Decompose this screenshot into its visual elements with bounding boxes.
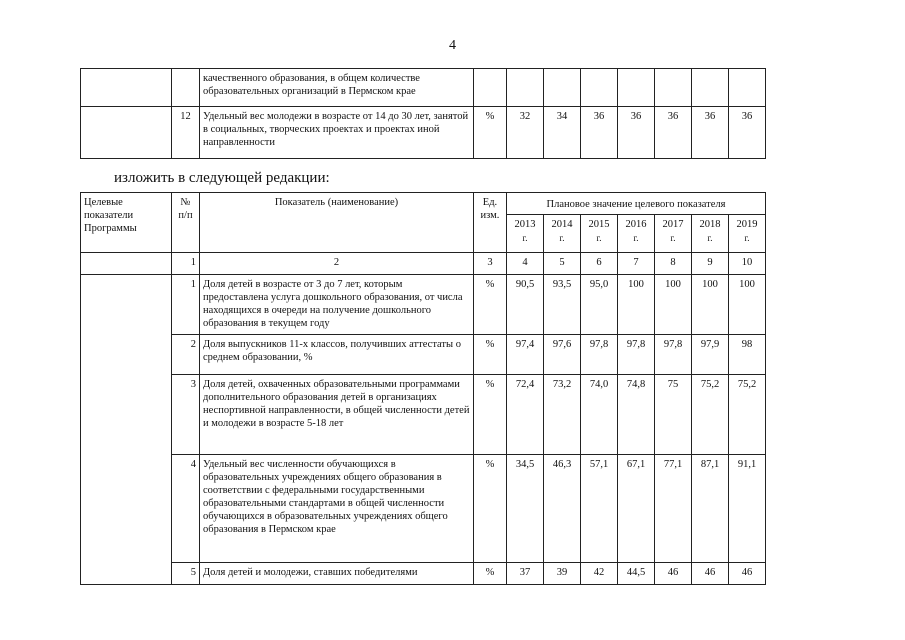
value-cell: 97,8 xyxy=(581,335,618,375)
unit-cell: % xyxy=(474,107,507,159)
indicator-text: Удельный вес молодежи в возрасте от 14 до 30 лет, занятой в социальных, творческих проектах и проектах иной направленности xyxy=(200,107,474,159)
table-row xyxy=(81,275,766,335)
row-number: 4 xyxy=(172,455,200,563)
row-number: 5 xyxy=(172,563,200,585)
indicator-text: Доля детей, охваченных образовательными программами дополнительного образования детей в организациях неспортивной направленности, в общей численности детей и молодежи в возрасте 5-18 лет xyxy=(200,375,474,455)
value-cell: 36 xyxy=(618,107,655,159)
value-cell: 67,1 xyxy=(618,455,655,563)
column-number: 6 xyxy=(581,253,618,275)
value-cell: 34 xyxy=(544,107,581,159)
value-cell: 91,1 xyxy=(729,455,766,563)
value-cell: 100 xyxy=(655,275,692,335)
column-number: 3 xyxy=(474,253,507,275)
table-cell xyxy=(474,69,507,107)
value-cell: 90,5 xyxy=(507,275,544,335)
row-number: 2 xyxy=(172,335,200,375)
year-cell: 2015 г. xyxy=(581,215,618,253)
value-cell: 100 xyxy=(692,275,729,335)
table-cell xyxy=(618,69,655,107)
page-number: 4 xyxy=(449,38,456,53)
value-cell: 77,1 xyxy=(655,455,692,563)
value-cell: 46,3 xyxy=(544,455,581,563)
value-cell: 100 xyxy=(618,275,655,335)
value-cell: 97,8 xyxy=(655,335,692,375)
header-target: Целевые показатели Программы xyxy=(81,193,172,253)
column-number: 1 xyxy=(172,253,200,275)
value-cell: 34,5 xyxy=(507,455,544,563)
year-cell: 2017 г. xyxy=(655,215,692,253)
value-cell: 57,1 xyxy=(581,455,618,563)
indicator-text: Удельный вес численности обучающихся в образовательных учреждениях общего образования в соответствии с федеральными государственными образовательными стандартами в общей численности обучающихся в образовательных учреждениях общего образования в Пермском крае xyxy=(200,455,474,563)
value-cell: 37 xyxy=(507,563,544,585)
header-num: № п/п xyxy=(172,193,200,253)
unit-cell: % xyxy=(474,375,507,455)
table-cell xyxy=(544,69,581,107)
value-cell: 32 xyxy=(507,107,544,159)
column-number: 5 xyxy=(544,253,581,275)
indicators-table xyxy=(80,192,766,585)
value-cell: 97,8 xyxy=(618,335,655,375)
value-cell: 72,4 xyxy=(507,375,544,455)
table-cell xyxy=(692,69,729,107)
table-row xyxy=(81,563,766,585)
table-cell xyxy=(81,253,172,275)
table-cell xyxy=(507,69,544,107)
value-cell: 36 xyxy=(692,107,729,159)
column-numbers-row xyxy=(81,253,766,275)
value-cell: 95,0 xyxy=(581,275,618,335)
value-cell: 100 xyxy=(729,275,766,335)
table-cell xyxy=(81,69,172,107)
value-cell: 39 xyxy=(544,563,581,585)
value-cell: 36 xyxy=(729,107,766,159)
column-number: 4 xyxy=(507,253,544,275)
table-cell xyxy=(172,69,200,107)
unit-cell: % xyxy=(474,275,507,335)
year-cell: 2013 г. xyxy=(507,215,544,253)
indicator-text: Доля детей и молодежи, ставших победителями xyxy=(200,563,474,585)
value-cell: 36 xyxy=(655,107,692,159)
value-cell: 93,5 xyxy=(544,275,581,335)
column-number: 8 xyxy=(655,253,692,275)
header-unit: Ед. изм. xyxy=(474,193,507,253)
table-cell xyxy=(655,69,692,107)
table-cell xyxy=(81,107,172,159)
row-number: 12 xyxy=(172,107,200,159)
value-cell: 87,1 xyxy=(692,455,729,563)
row-number: 3 xyxy=(172,375,200,455)
value-cell: 46 xyxy=(729,563,766,585)
column-number: 9 xyxy=(692,253,729,275)
value-cell: 75,2 xyxy=(692,375,729,455)
column-number: 10 xyxy=(729,253,766,275)
previous-version-table xyxy=(80,68,766,159)
indicator-text: Доля детей в возрасте от 3 до 7 лет, которым предоставлена услуга дошкольного образования, от числа находящихся в очереди на получение дошкольного образования в текущем году xyxy=(200,275,474,335)
table-cell xyxy=(81,275,172,585)
unit-cell: % xyxy=(474,563,507,585)
column-number: 2 xyxy=(200,253,474,275)
value-cell: 97,6 xyxy=(544,335,581,375)
table-cell xyxy=(581,69,618,107)
value-cell: 46 xyxy=(655,563,692,585)
header-indicator: Показатель (наименование) xyxy=(200,193,474,253)
value-cell: 97,4 xyxy=(507,335,544,375)
unit-cell: % xyxy=(474,335,507,375)
indicator-text: Доля выпускников 11-х классов, получивших аттестаты о среднем образовании, % xyxy=(200,335,474,375)
table-row xyxy=(81,107,766,159)
header-planned: Плановое значение целевого показателя xyxy=(507,193,766,215)
table-row xyxy=(81,455,766,563)
value-cell: 75,2 xyxy=(729,375,766,455)
indicator-text: качественного образования, в общем количестве образовательных организаций в Пермском крае xyxy=(200,69,474,107)
column-number: 7 xyxy=(618,253,655,275)
value-cell: 74,8 xyxy=(618,375,655,455)
year-cell: 2016 г. xyxy=(618,215,655,253)
unit-cell: % xyxy=(474,455,507,563)
row-number: 1 xyxy=(172,275,200,335)
value-cell: 46 xyxy=(692,563,729,585)
year-cell: 2018 г. xyxy=(692,215,729,253)
value-cell: 75 xyxy=(655,375,692,455)
value-cell: 98 xyxy=(729,335,766,375)
value-cell: 74,0 xyxy=(581,375,618,455)
value-cell: 44,5 xyxy=(618,563,655,585)
year-cell: 2014 г. xyxy=(544,215,581,253)
table-row xyxy=(81,69,766,107)
redaction-text: изложить в следующей редакции: xyxy=(114,170,330,186)
year-cell: 2019 г. xyxy=(729,215,766,253)
value-cell: 73,2 xyxy=(544,375,581,455)
value-cell: 97,9 xyxy=(692,335,729,375)
table-row xyxy=(81,375,766,455)
value-cell: 42 xyxy=(581,563,618,585)
header-row xyxy=(81,193,766,215)
table-cell xyxy=(729,69,766,107)
table-row xyxy=(81,335,766,375)
value-cell: 36 xyxy=(581,107,618,159)
